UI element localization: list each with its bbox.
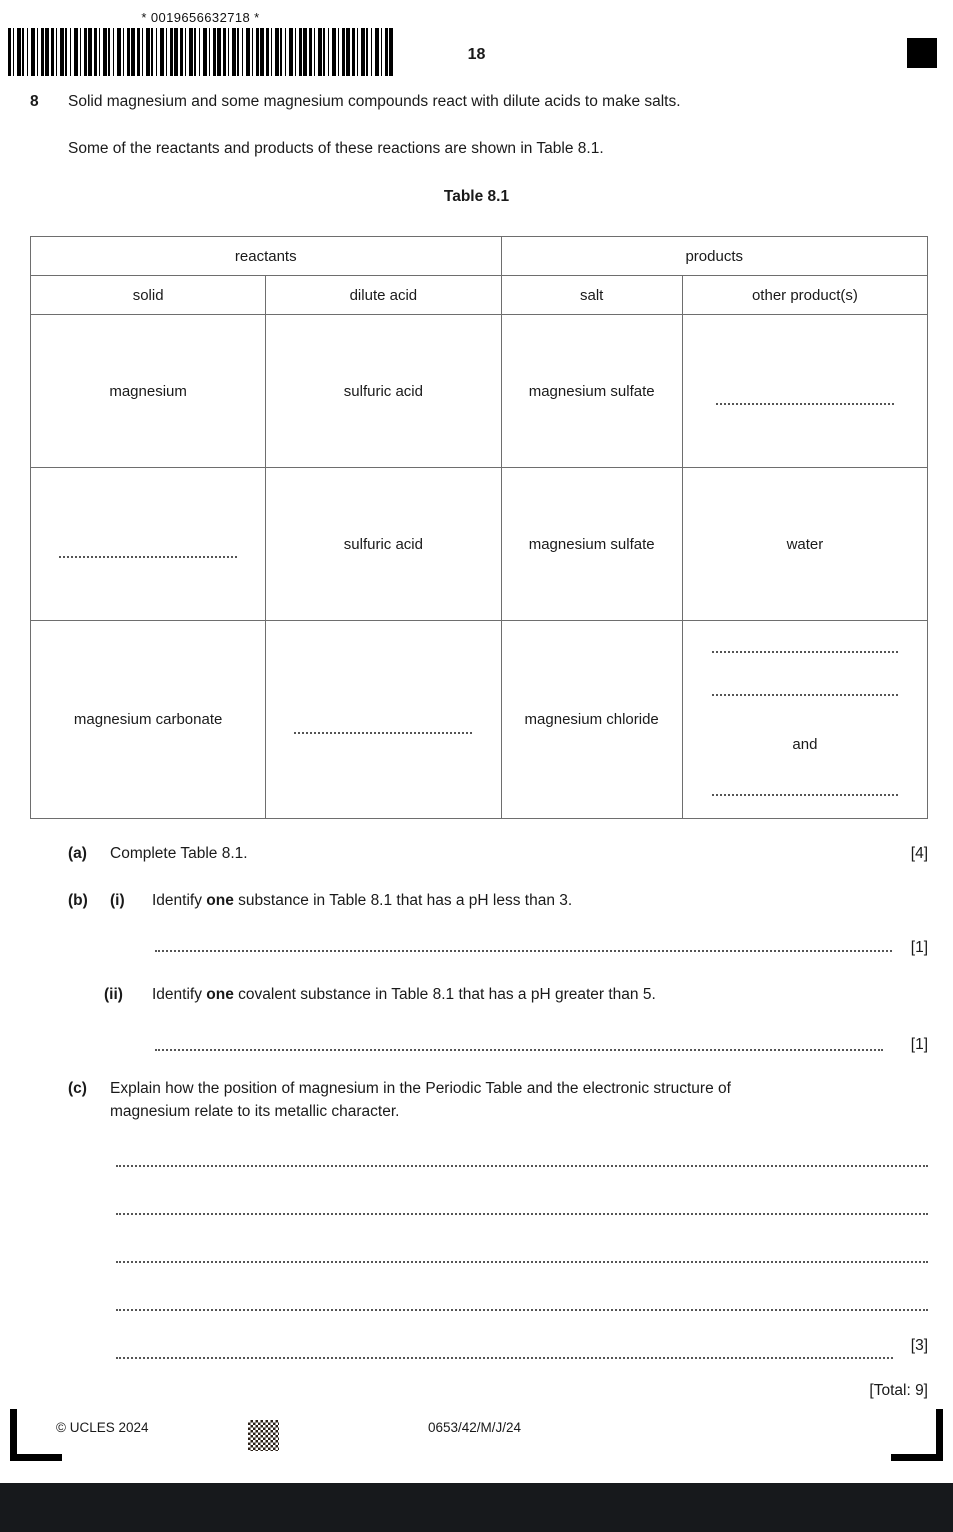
connector-and: and [792, 736, 818, 754]
cell-row3-solid: magnesium carbonate [31, 621, 266, 819]
answer-line-c-3[interactable] [116, 1261, 928, 1263]
registration-mark-top-right-icon [907, 38, 937, 68]
cell-row1-other-products[interactable] [682, 315, 927, 468]
question-stem-line-2: Some of the reactants and products of these reactions are shown in Table 8.1. [68, 140, 604, 157]
table-column-header-salt: salt [501, 276, 682, 315]
cell-row2-other-products: water [682, 468, 927, 621]
part-label-b: (b) [68, 892, 88, 909]
answer-blank-row1-other-products[interactable] [689, 377, 921, 405]
table-column-header-other-products: other product(s) [682, 276, 927, 315]
answer-blank-row3-product-1[interactable] [712, 651, 898, 653]
cell-row1-dilute-acid: sulfuric acid [266, 315, 501, 468]
total-marks: [Total: 9] [869, 1382, 928, 1399]
cell-row3-salt: magnesium chloride [501, 621, 682, 819]
part-label-c: (c) [68, 1080, 87, 1097]
part-b-i-text-before: Identify [152, 892, 207, 909]
footer-paper-code: 0653/42/M/J/24 [428, 1420, 522, 1435]
table-column-header-dilute-acid: dilute acid [266, 276, 501, 315]
part-label-a: (a) [68, 845, 87, 862]
answer-line-c-2[interactable] [116, 1213, 928, 1215]
table-row [31, 468, 928, 621]
answer-blank-row3-dilute-acid[interactable] [272, 706, 494, 734]
table-row [31, 621, 928, 819]
bottom-bar [0, 1483, 953, 1532]
part-b-ii-text-emphasis: one [206, 986, 234, 1003]
part-b-i-text [152, 892, 572, 910]
part-a-text: Complete Table 8.1. [110, 845, 248, 862]
part-c-text-line-1: Explain how the position of magnesium in the Periodic Table and the electronic structure of [110, 1080, 731, 1097]
answer-blank-row3-product-3[interactable] [712, 794, 898, 796]
answer-line-c-5[interactable] [116, 1357, 893, 1359]
cell-row1-solid: magnesium [31, 315, 266, 468]
datamatrix-code-icon [247, 1419, 280, 1452]
cell-row1-salt: magnesium sulfate [501, 315, 682, 468]
part-b-ii-marks: [1] [910, 1036, 928, 1053]
table-group-header-row [31, 237, 928, 276]
barcode-block [8, 10, 393, 76]
registration-mark-bottom-right-icon [891, 1409, 943, 1461]
registration-mark-bottom-left-icon [10, 1409, 62, 1461]
part-c-marks: [3] [910, 1337, 928, 1354]
page-number: 18 [467, 46, 486, 63]
table-caption: Table 8.1 [443, 188, 510, 205]
part-b-ii-text-before: Identify [152, 986, 207, 1003]
table-group-header-products: products [501, 237, 928, 276]
footer-copyright: © UCLES 2024 [56, 1420, 149, 1435]
part-b-ii-text-after: covalent substance in Table 8.1 that has a pH greater than 5. [233, 986, 656, 1003]
answer-line-c-4[interactable] [116, 1309, 928, 1311]
table-column-header-row [31, 276, 928, 315]
part-b-i-marks: [1] [910, 939, 928, 956]
answer-blank-row3-product-2[interactable] [712, 694, 898, 696]
part-b-i-text-emphasis: one [206, 892, 234, 909]
answer-line-c-1[interactable] [116, 1165, 928, 1167]
answer-blank-stack-row3[interactable] [689, 621, 921, 818]
cell-row2-salt: magnesium sulfate [501, 468, 682, 621]
answer-blank-row2-solid[interactable] [37, 530, 259, 558]
table-column-header-solid: solid [31, 276, 266, 315]
table-group-header-reactants: reactants [31, 237, 502, 276]
part-b-i-text-after: substance in Table 8.1 that has a pH less than 3. [233, 892, 573, 909]
part-label-b-ii: (ii) [104, 986, 123, 1003]
cell-row2-dilute-acid: sulfuric acid [266, 468, 501, 621]
cell-row2-solid[interactable] [31, 468, 266, 621]
part-label-b-i: (i) [110, 892, 125, 909]
cell-row3-other-products[interactable] [682, 621, 927, 819]
question-number: 8 [30, 93, 39, 110]
barcode-number: * 0019656632718 * [141, 10, 260, 25]
table-8-1 [30, 236, 928, 819]
answer-line-b-i[interactable] [155, 950, 892, 952]
question-stem-line-1: Solid magnesium and some magnesium compounds react with dilute acids to make salts. [68, 93, 681, 110]
cell-row3-dilute-acid[interactable] [266, 621, 501, 819]
table-row [31, 315, 928, 468]
answer-line-b-ii[interactable] [155, 1049, 883, 1051]
part-b-ii-text [152, 986, 656, 1004]
part-c-text-line-2: magnesium relate to its metallic character. [110, 1103, 400, 1120]
part-a-marks: [4] [910, 845, 928, 862]
